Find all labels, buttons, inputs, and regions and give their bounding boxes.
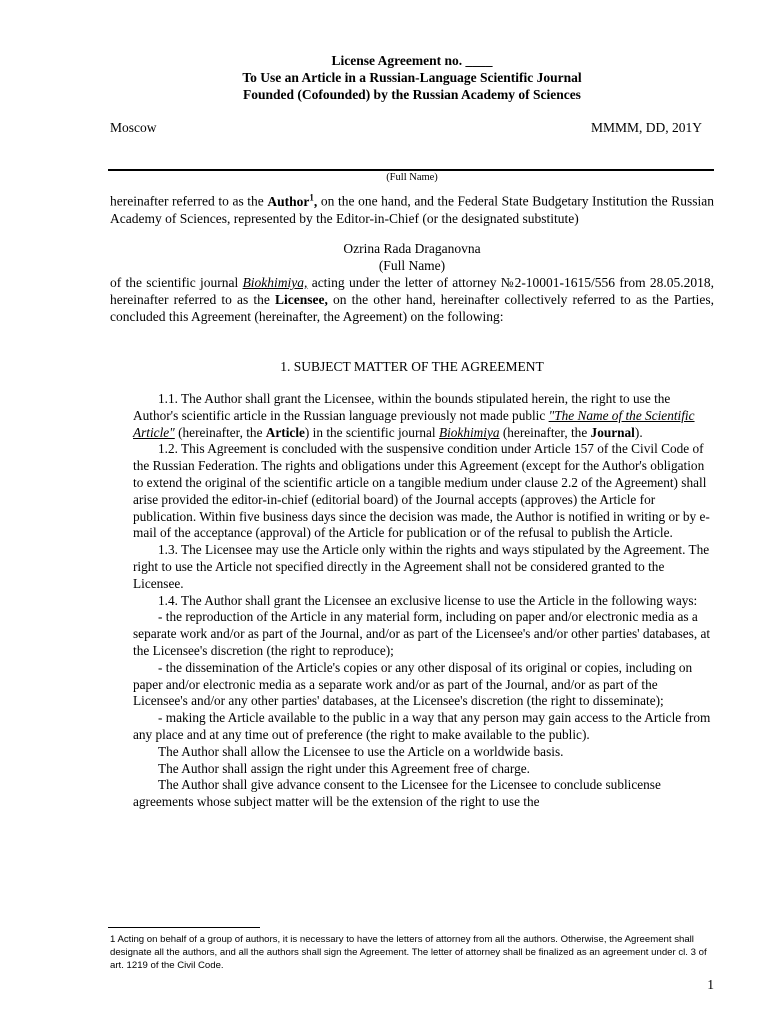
editor-name: Ozrina Rada Draganovna: [343, 241, 481, 256]
clause-1-4: 1.4. The Author shall grant the Licensee an exclusive license to use the Article in the following ways:: [158, 592, 698, 608]
bullet-disseminate: - the dissemination of the Article's copies or any other disposal of its original or copies, including on paper and/or electronic media as a separate work and/or as part of the Journal, and/or as part of the Licensee's and/or any other parties' databases, at the Licensee's discretion (the right to disseminate);: [133, 659, 693, 709]
clause-1-3: 1.3. The Licensee may use the Article only within the rights and ways stipulated by the Agreement. The right to use the Article not specified directly in the Agreement shall not be considered granted to the Licensee.: [133, 542, 710, 591]
signature-line: [108, 169, 714, 171]
editor-name-caption: (Full Name): [378, 258, 446, 273]
footnote: 1 Acting on behalf of a group of authors, it is necessary to have the letters of attorney from all the authors. Otherwise, the Agreement shall designate all the authors, and all the authors shall sign the Agreement. The letter of attorney shall be finalized as an agreement under cl. 3 of art. 1219 of the Civil Code.: [110, 934, 707, 972]
agreement-title: License Agreement no. ____: [331, 53, 493, 68]
place: Moscow: [110, 120, 157, 135]
bullet-make-available: - making the Article available to the public in a way that any person may gain access to the Article from any place and at any time out of preference (the right to make available to the public).: [133, 710, 711, 742]
statement-free: The Author shall assign the right under this Agreement free of charge.: [158, 760, 530, 776]
date: MMMM, DD, 201Y: [590, 120, 702, 135]
page-number: 1: [707, 977, 714, 992]
intro-paragraph: hereinafter referred to as the Author$^1$, on the one hand, and the Federal State Budgetary Institution the Russian Academy of Sciences, represented by the Editor-in-Chief (or the designated substitute): [110, 192, 714, 226]
agreement-subtitle: To Use an Article in a Russian-Language Scientific Journal: [242, 70, 582, 85]
clause-1-2: 1.2. This Agreement is concluded with the suspensive condition under Article 157 of the Civil Code of the Russian Federation. The rights and obligations under this Agreement (except for the Author's obligation to extend the original of the scientific article on a tangible medium under clause 2.2 of the Agreement) shall arise provided the editor-in-chief (editorial board) of the Journal accepts (approves) the Article for publication. Within five business days since the decision was made, the Author is notified in writing or by e-mail of the acceptance (approval) of the Article for publication or of the refusal to publish the Article.: [133, 441, 710, 541]
section-heading: 1. SUBJECT MATTER OF THE AGREEMENT: [280, 359, 544, 374]
statement-worldwide: The Author shall allow the Licensee to use the Article on a worldwide basis.: [158, 743, 564, 759]
full-name-caption: (Full Name): [386, 172, 438, 183]
licensee-paragraph: of the scientific journal Biokhimiya, acting under the letter of attorney №2-10001-1615/556 from 28.05.2018, hereinafter referred to as the Licensee, on the other hand, hereinafter collectively referred to as the Parties, concluded this Agreement (hereinafter, the Agreement) on the following:: [110, 275, 715, 324]
section-body: [133, 391, 711, 811]
statement-sublicense: The Author shall give advance consent to the Licensee for the Licensee to conclude sublicense agreements whose subject matter will be the extension of the right to use the: [133, 777, 661, 810]
bullet-reproduce: - the reproduction of the Article in any material form, including on paper and/or electronic media as a separate work and/or as part of the Journal, and/or as part of the Licensee's and/or other parties' databases, at the Licensee's discretion (the right to reproduce);: [133, 609, 711, 658]
footnote-separator: [108, 927, 260, 928]
agreement-subtitle-2: Founded (Cofounded) by the Russian Academy of Sciences: [243, 87, 581, 102]
clause-1-1: 1.1. The Author shall grant the Licensee, within the bounds stipulated herein, the right to use the Author's scientific article in the Russian language previously not made public "The Name of the Scientific Article" (hereinafter, the Article) in the scientific journal Biokhimiya (hereinafter, the Journal).: [133, 391, 695, 440]
